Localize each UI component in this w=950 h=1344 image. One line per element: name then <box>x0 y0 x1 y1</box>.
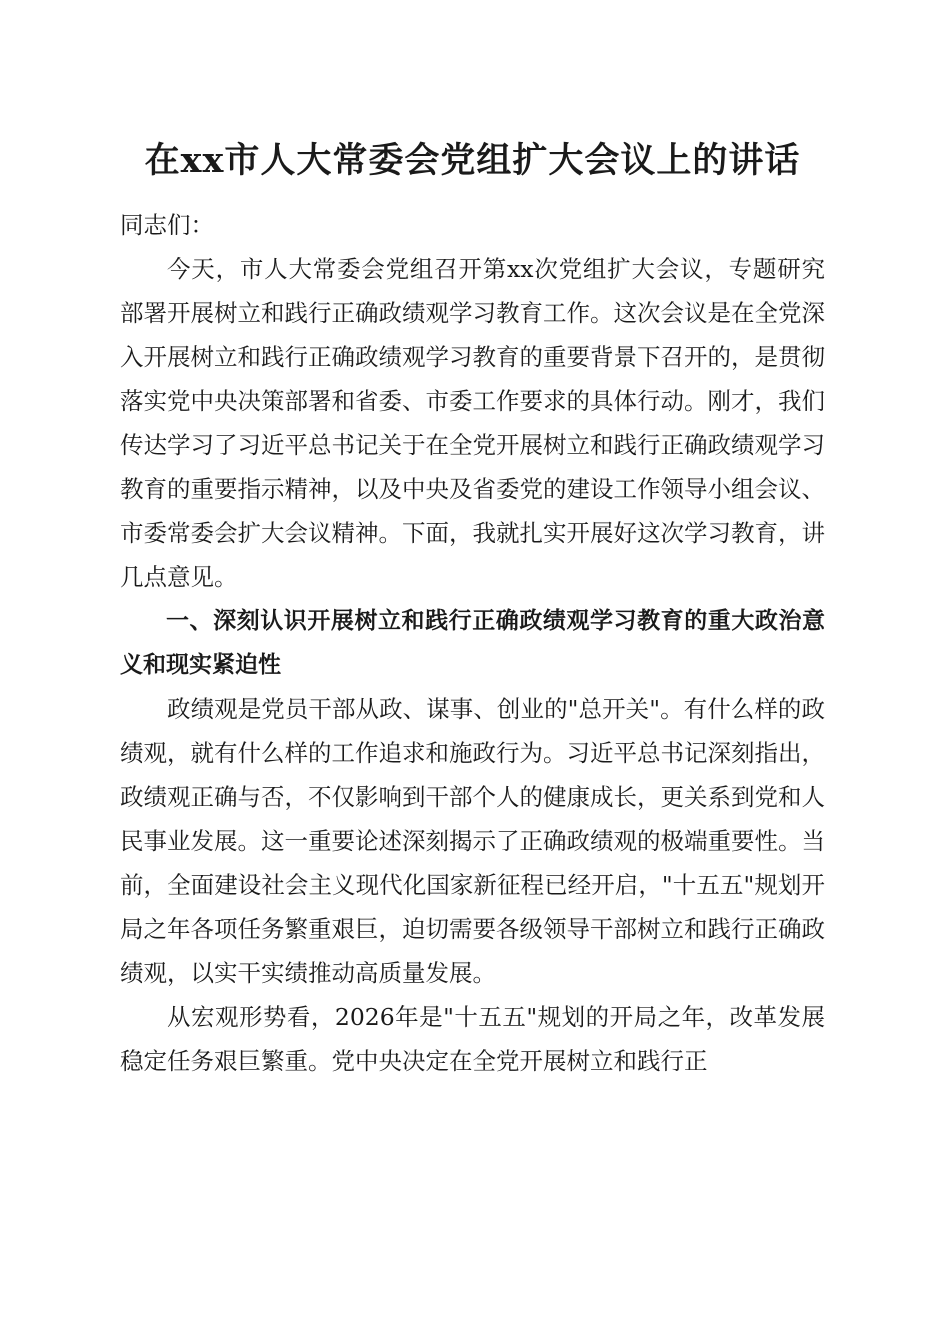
document-body <box>120 203 825 1083</box>
document-title: 在xx市人大常委会党组扩大会议上的讲话 <box>144 140 801 181</box>
paragraph-macro-situation: 从宏观形势看，2026年是"十五五"规划的开局之年，改革发展稳定任务艰巨繁重。党中央决定在全党开展树立和践行正 <box>120 1003 825 1075</box>
paragraph-intro: 今天，市人大常委会党组召开第xx次党组扩大会议，专题研究部署开展树立和践行正确政绩观学习教育工作。这次会议是在全党深入开展树立和践行正确政绩观学习教育的重要背景下召开的，是贯彻落实党中央决策部署和省委、市委工作要求的具体行动。刚才，我们传达学习了习近平总书记关于在全党开展树立和践行正确政绩观学习教育的重要指示精神，以及中央及省委党的建设工作领导小组会议、市委常委会扩大会议精神。下面，我就扎实开展好这次学习教育，讲几点意见。 <box>120 255 825 591</box>
section-heading-1: 一、深刻认识开展树立和践行正确政绩观学习教育的重大政治意义和现实紧迫性 <box>120 608 825 678</box>
salutation: 同志们： <box>120 211 214 239</box>
paragraph-political-view: 政绩观是党员干部从政、谋事、创业的"总开关"。有什么样的政绩观，就有什么样的工作追求和施政行为。习近平总书记深刻指出，政绩观正确与否，不仅影响到干部个人的健康成长，更关系到党和人民事业发展。这一重要论述深刻揭示了正确政绩观的极端重要性。当前，全面建设社会主义现代化国家新征程已经开启，"十五五"规划开局之年各项任务繁重艰巨，迫切需要各级领导干部树立和践行正确政绩观，以实干实绩推动高质量发展。 <box>120 695 825 987</box>
